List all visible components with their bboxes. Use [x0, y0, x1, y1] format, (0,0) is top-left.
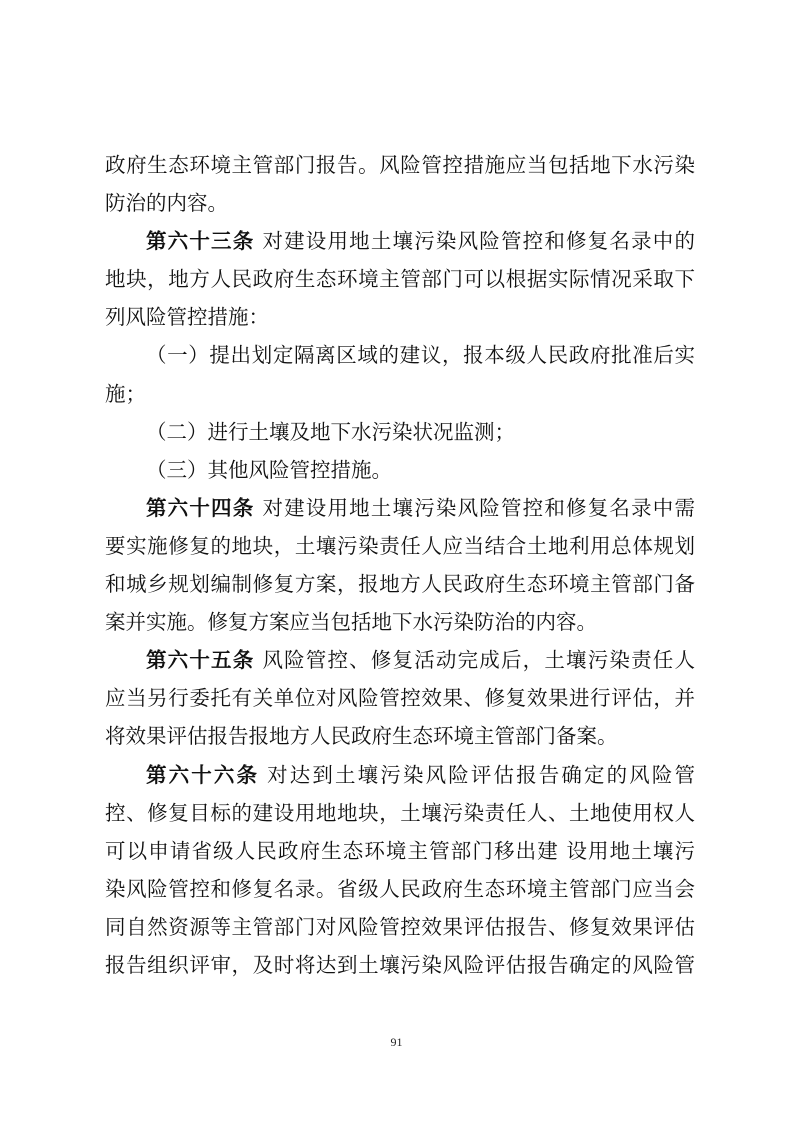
list-item: （一）提出划定隔离区域的建议，报本级人民政府批准后实: [146, 343, 695, 368]
text-line: 案并实施。修复方案应当包括地下水污染防治的内容。: [105, 610, 597, 635]
text-line: 要实施修复的地块，土壤污染责任人应当结合土地利用总体规划: [105, 533, 695, 558]
page-number: 91: [390, 1035, 403, 1049]
text-line: 报告组织评审，及时将达到土壤污染风险评估报告确定的风险管: [105, 952, 695, 977]
text-line: 列风险管控措施：: [105, 305, 269, 330]
article-63-heading-line: 第六十三条 对建设用地土壤污染风险管控和修复名录中的: [146, 229, 695, 254]
article-65-heading-line: 第六十五条 风险管控、修复活动完成后，土壤污染责任人: [146, 648, 695, 673]
article-64-heading-line: 第六十四条 对建设用地土壤污染风险管控和修复名录中需: [146, 495, 695, 520]
text-line: 应当另行委托有关单位对风险管控效果、修复效果进行评估，并: [105, 686, 695, 711]
text-line: 可以申请省级人民政府生态环境主管部门移出建 设用地土壤污: [105, 838, 695, 863]
text-line: 地块，地方人民政府生态环境主管部门可以根据实际情况采取下: [105, 267, 695, 292]
article-number: 第六十五条: [146, 648, 255, 673]
text-line: 防治的内容。: [105, 191, 228, 216]
text-line: 同自然资源等主管部门对风险管控效果评估报告、修复效果评估: [105, 914, 695, 939]
body-text: [105, 146, 695, 984]
list-item: （二）进行土壤及地下水污染状况监测；: [146, 419, 515, 444]
text-line: 将效果评估报告报地方人民政府生态环境主管部门备案。: [105, 724, 618, 749]
text-line: 和城乡规划编制修复方案，报地方人民政府生态环境主管部门备: [105, 572, 695, 597]
article-number: 第六十四条: [146, 495, 255, 520]
text-line: 施；: [105, 381, 146, 406]
article-number: 第六十六条: [146, 762, 260, 787]
text-line: 控、修复目标的建设用地地块，土壤污染责任人、土地使用权人: [105, 800, 695, 825]
list-item: （三）其他风险管控措施。: [146, 457, 392, 482]
article-66-heading-line: 第六十六条 对达到土壤污染风险评估报告确定的风险管: [146, 762, 696, 787]
text-line: 染风险管控和修复名录。省级人民政府生态环境主管部门应当会: [105, 876, 695, 901]
text-line: 政府生态环境主管部门报告。风险管控措施应当包括地下水污染: [105, 153, 695, 177]
article-number: 第六十三条: [146, 229, 255, 254]
